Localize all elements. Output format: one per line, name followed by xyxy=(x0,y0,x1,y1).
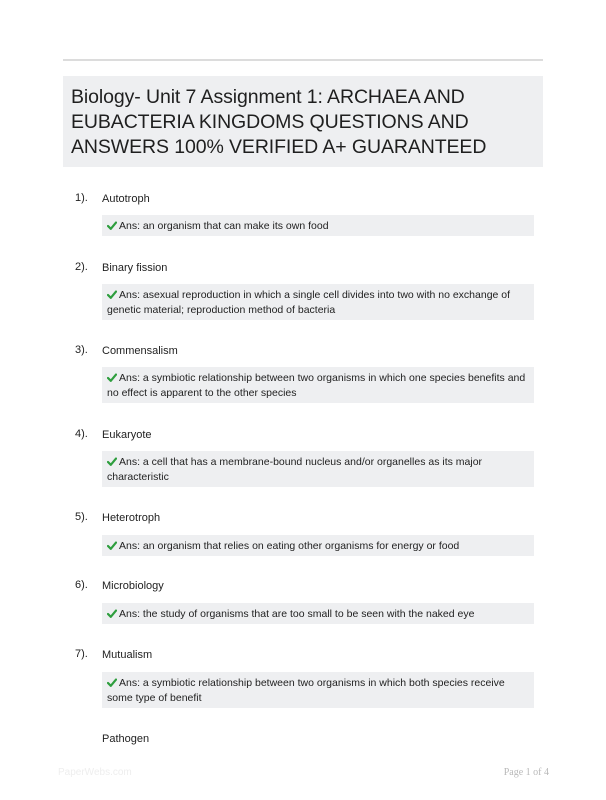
check-icon xyxy=(107,541,117,550)
answer-text: Ans: asexual reproduction in which a single cell divides into two with no exchange of genetic material; reproduction method of bacteria xyxy=(107,289,511,316)
answer-box xyxy=(102,367,534,403)
answer-box xyxy=(102,451,534,487)
check-icon xyxy=(107,373,117,382)
answer-text: Ans: a cell that has a membrane-bound nucleus and/or organelles as its major characteristic xyxy=(107,456,483,483)
check-icon xyxy=(107,290,117,299)
answer-box xyxy=(102,672,534,708)
question-term: Commensalism xyxy=(102,345,178,357)
answer-box xyxy=(102,603,534,624)
answer-text: Ans: a symbiotic relationship between two organisms in which one species benefits and no effect is apparent to the other species xyxy=(107,372,526,399)
page-indicator: Page 1 of 4 xyxy=(503,767,549,778)
question-number: 4). xyxy=(75,428,88,440)
question-term: Eukaryote xyxy=(102,429,152,441)
title-banner xyxy=(63,76,543,167)
check-icon xyxy=(107,609,117,618)
question-term: Microbiology xyxy=(102,580,164,592)
question-term: Binary fission xyxy=(102,262,168,274)
question-number: 5). xyxy=(75,511,88,523)
check-icon xyxy=(107,457,117,466)
question-number: 7). xyxy=(75,648,88,660)
answer-text: Ans: an organism that can make its own food xyxy=(119,220,329,232)
question-number: 1). xyxy=(75,192,88,204)
top-divider xyxy=(63,59,543,61)
document-title: Biology- Unit 7 Assignment 1: ARCHAEA AND EUBACTERIA KINGDOMS QUESTIONS AND ANSWERS 100% VERIFIED A+ GUARANTEED xyxy=(71,86,487,158)
answer-box xyxy=(102,284,534,320)
answer-box xyxy=(102,535,534,556)
answer-text: Ans: the study of organisms that are too small to be seen with the naked eye xyxy=(119,608,475,620)
answer-box xyxy=(102,215,534,236)
check-icon xyxy=(107,221,117,230)
question-term: Mutualism xyxy=(102,649,153,661)
check-icon xyxy=(107,678,117,687)
question-term: Heterotroph xyxy=(102,512,161,524)
answer-text: Ans: a symbiotic relationship between two organisms in which both species receive some type of benefit xyxy=(107,677,505,704)
answer-text: Ans: an organism that relies on eating other organisms for energy or food xyxy=(119,540,460,552)
question-number: 3). xyxy=(75,344,88,356)
question-term: Pathogen xyxy=(102,733,150,745)
question-number: 6). xyxy=(75,579,88,591)
question-term: Autotroph xyxy=(102,193,150,205)
question-number: 2). xyxy=(75,261,88,273)
footer-watermark: PaperWebs.com xyxy=(58,767,132,778)
